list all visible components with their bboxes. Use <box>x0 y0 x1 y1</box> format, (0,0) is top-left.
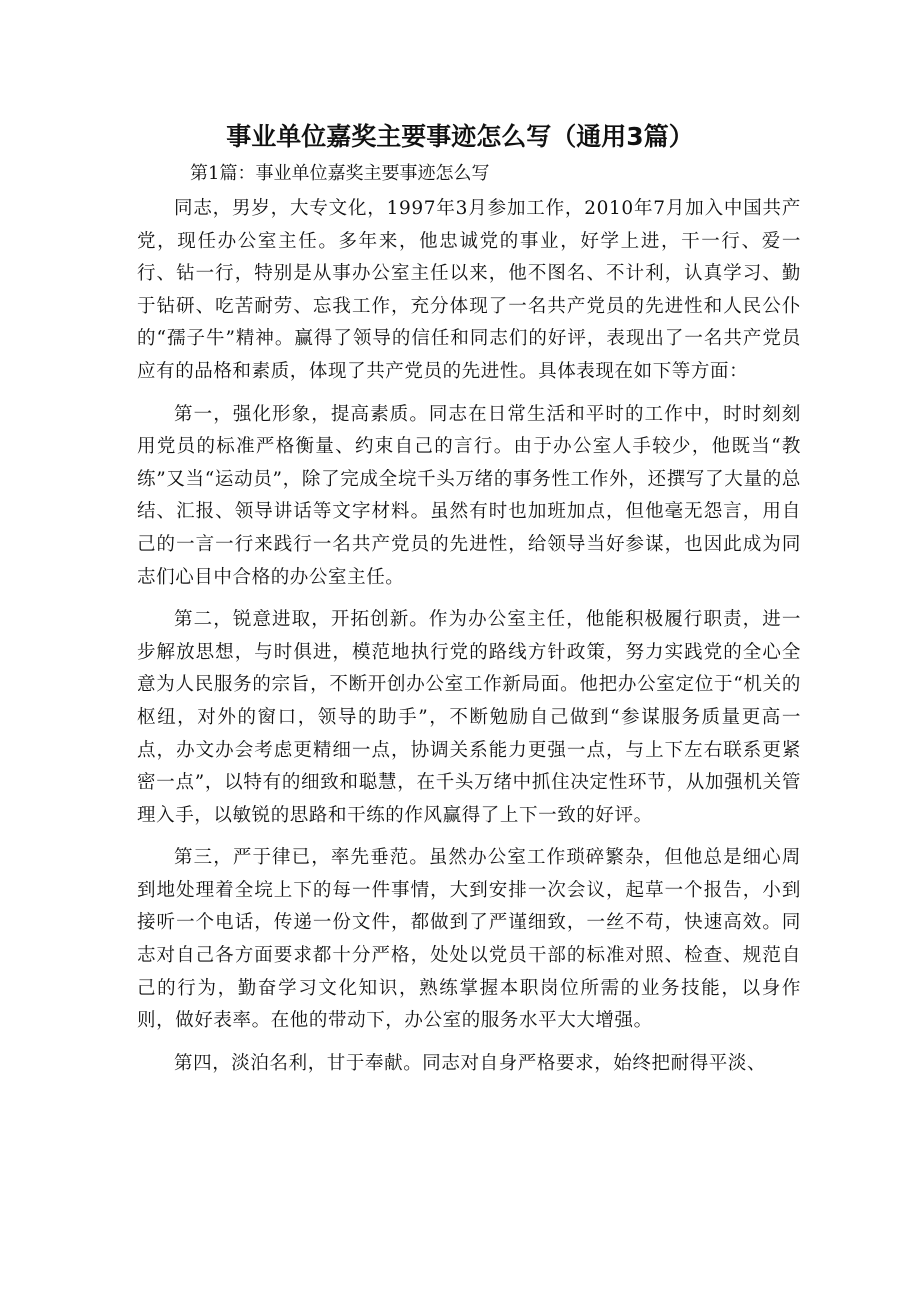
section-heading: 第1篇：事业单位嘉奖主要事迹怎么写 <box>190 163 490 184</box>
paragraph-first-point: 第一，强化形象，提高素质。同志在日常生活和平时的工作中，时时刻刻用党员的标准严格衡量、约束自己的言行。由于办公室人手较少，他既当“教练”又当“运动员”，除了完成全垸千头万绪的事务性工作外，还撰写了大量的总结、汇报、领导讲话等文字材料。虽然有时也加班加点，但他毫无怨言，用自己的一言一行来践行一名共产党员的先进性，给领导当好参谋，也因此成为同志们心目中合格的办公室主任。 <box>137 403 801 588</box>
document-body <box>137 193 801 1090</box>
paragraph-second-point: 第二，锐意进取，开拓创新。作为办公室主任，他能积极履行职责，进一步解放思想，与时俱进，模范地执行党的路线方针政策，努力实践党的全心全意为人民服务的宗旨，不断开创办公室工作新局面。他把办公室定位于“机关的枢纽，对外的窗口，领导的助手”，不断勉励自己做到“参谋服务质量更高一点，办文办会考虑更精细一点，协调关系能力更强一点，与上下左右联系更紧密一点”，以特有的细致和聪慧，在千头万绪中抓住决定性环节，从加强机关管理入手，以敏锐的思路和干练的作风赢得了上下一致的好评。 <box>137 609 801 826</box>
paragraph-third-point: 第三，严于律已，率先垂范。虽然办公室工作琐碎繁杂，但他总是细心周到地处理着全垸上下的每一件事情，大到安排一次会议，起草一个报告，小到接听一个电话，传递一份文件，都做到了严谨细致，一丝不苟，快速高效。同志对自己各方面要求都十分严格，处处以党员干部的标准对照、检查、规范自己的行为，勤奋学习文化知识，熟练掌握本职岗位所需的业务技能，以身作则，做好表率。在他的带动下，办公室的服务水平大大增强。 <box>137 847 801 1032</box>
document-title: 事业单位嘉奖主要事迹怎么写（通用3篇） <box>226 122 694 151</box>
paragraph-intro: 同志，男岁，大专文化，1997年3月参加工作，2010年7月加入中国共产党，现任办公室主任。多年来，他忠诚党的事业，好学上进，干一行、爱一行、钻一行，特别是从事办公室主任以来，他不图名、不计利，认真学习、勤于钻研、吃苦耐劳、忘我工作，充分体现了一名共产党员的先进性和人民公仆的“孺子牛”精神。赢得了领导的信任和同志们的好评，表现出了一名共产党员应有的品格和素质，体现了共产党员的先进性。具体表现在如下等方面： <box>137 198 801 382</box>
paragraph-fourth-point: 第四，淡泊名利，甘于奉献。同志对自身严格要求，始终把耐得平淡、 <box>174 1052 767 1074</box>
